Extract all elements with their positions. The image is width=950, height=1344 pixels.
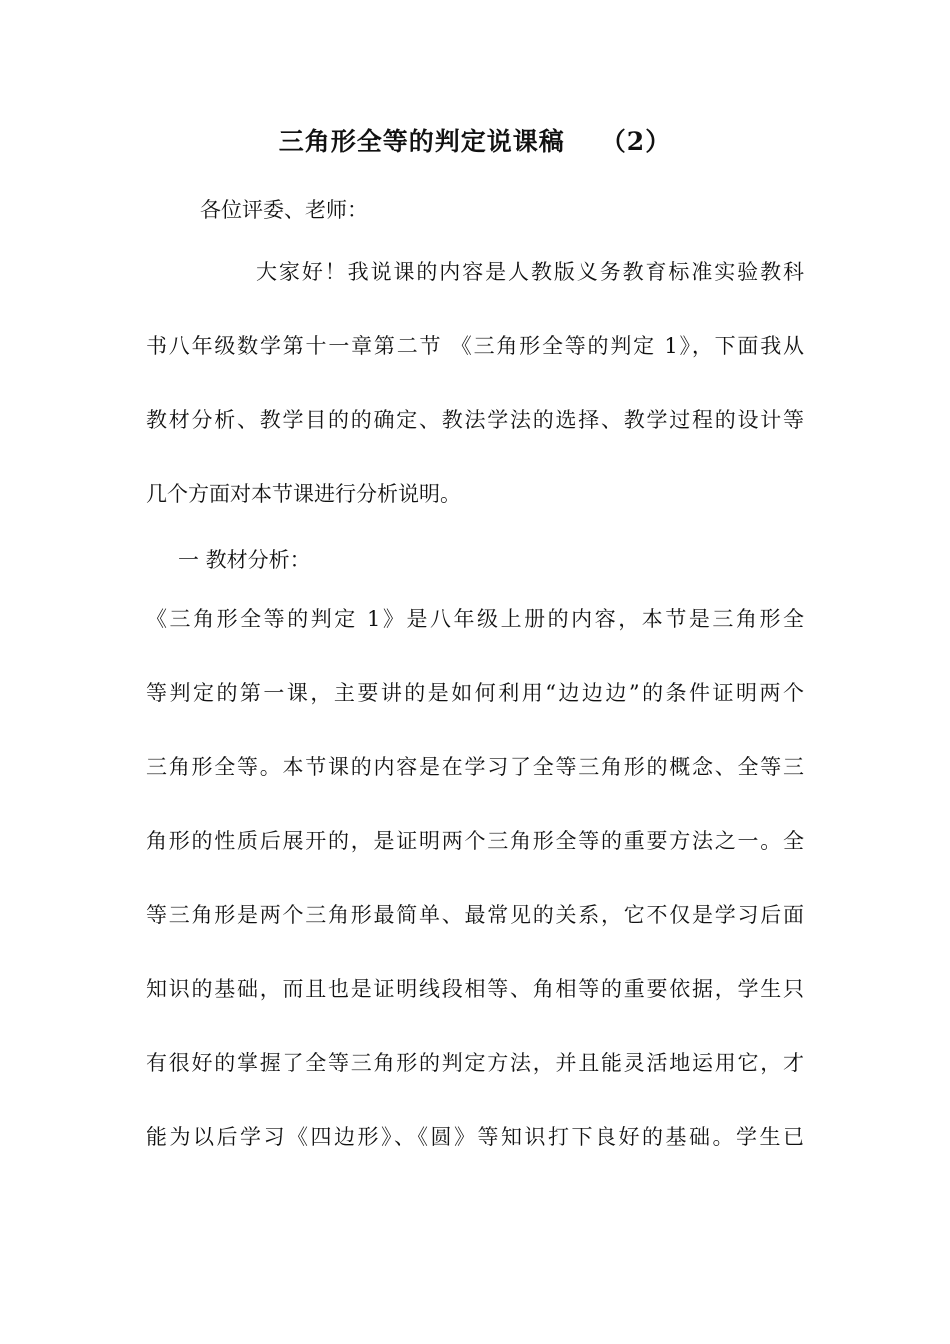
intro-line-4: 几个方面对本节课进行分析说明。 (146, 482, 461, 506)
section-heading-textbook-analysis: 一 教材分析： (178, 548, 311, 572)
paragraph-line-4: 角形的性质后展开的，是证明两个三角形全等的重要方法之一。全 (146, 829, 804, 853)
title-text: 三角形全等的判定说课稿 (278, 127, 565, 156)
intro-line-3: 教材分析、教学目的的确定、教法学法的选择、教学过程的设计等 (146, 408, 804, 432)
document-title (0, 122, 950, 158)
paragraph-line-3: 三角形全等。本节课的内容是在学习了全等三角形的概念、全等三 (146, 755, 804, 779)
paragraph-line-1: 《三角形全等的判定 1》是八年级上册的内容，本节是三角形全 (146, 607, 804, 631)
paragraph-line-5: 等三角形是两个三角形最简单、最常见的关系，它不仅是学习后面 (146, 903, 804, 927)
greeting: 各位评委、老师： (200, 198, 368, 222)
paragraph-line-8: 能为以后学习《四边形》、《圆》等知识打下良好的基础。学生已 (146, 1125, 804, 1149)
paragraph-line-2: 等判定的第一课，主要讲的是如何利用“边边边”的条件证明两个 (146, 681, 804, 705)
intro-line-1: 大家好！我说课的内容是人教版义务教育标准实验教科 (256, 260, 804, 284)
title-number: （2） (600, 127, 672, 156)
paragraph-line-7: 有很好的掌握了全等三角形的判定方法，并且能灵活地运用它，才 (146, 1051, 804, 1075)
paragraph-line-6: 知识的基础，而且也是证明线段相等、角相等的重要依据，学生只 (146, 977, 804, 1001)
intro-line-2: 书八年级数学第十一章第二节 《三角形全等的判定 1》，下面我从 (146, 334, 804, 358)
